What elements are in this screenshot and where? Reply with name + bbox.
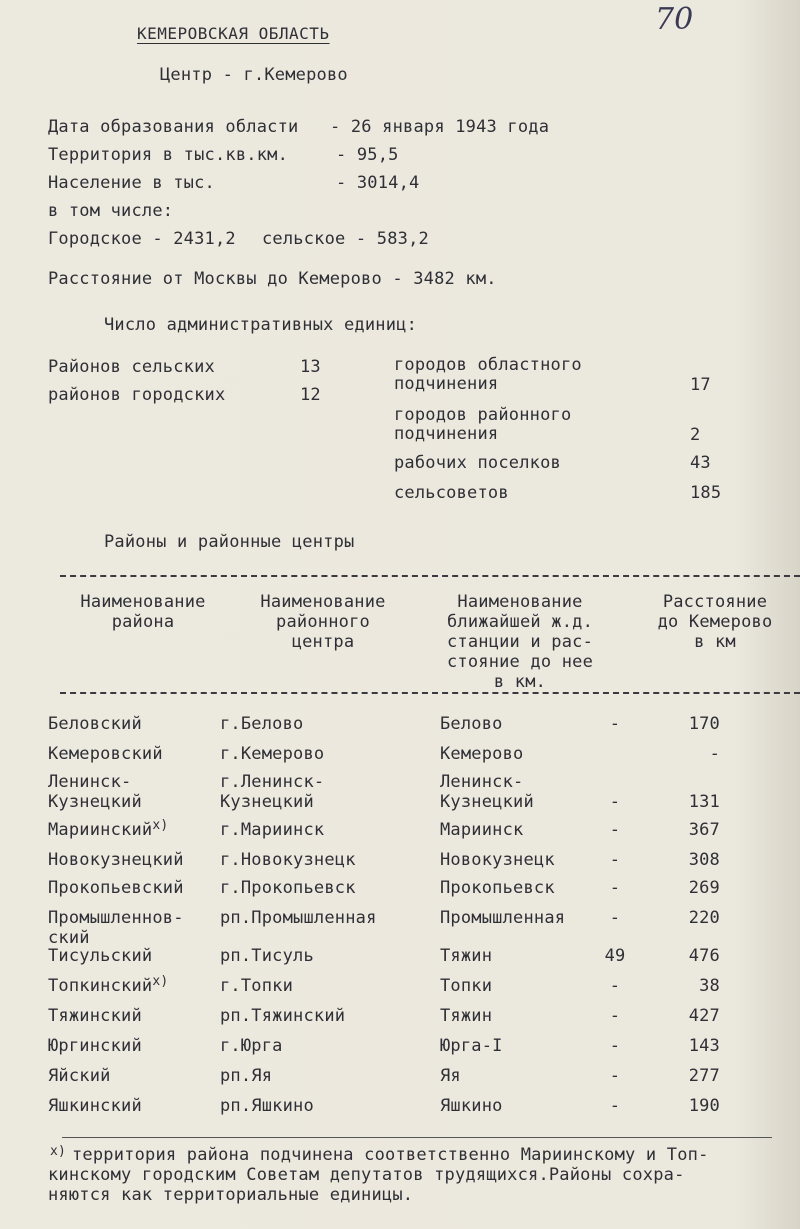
rural-districts-value: 13 [300,357,321,377]
row-station-distance: - [609,1036,621,1056]
row-kemerovo-distance: 269 [688,878,720,898]
row-district [48,976,168,998]
row-kemerovo-distance: 143 [688,1036,720,1056]
row-railway-station: Яя [440,1066,461,1086]
row-district-label: Юргинский [48,1036,142,1056]
row-railway-station: Тяжин [440,946,493,966]
table-header-rule [60,692,800,694]
row-district-center: рп.Яя [220,1066,273,1086]
population-label: Население в тыс. [48,173,215,193]
urban-districts-value: 12 [300,385,321,405]
row-station-distance: - [609,850,621,870]
row-railway-station: Мариинск [440,820,524,840]
row-district-center: г.Белово [220,714,304,734]
row-district-center: рп.Яшкино [220,1096,314,1116]
row-district-center: рп.Тисуль [220,946,314,966]
regional-cities-label: городов областного подчинения [394,355,582,394]
row-railway-station: Кемерово [440,744,524,764]
rural-population: сельское - 583,2 [262,229,429,249]
row-station-distance: - [609,1066,621,1086]
including-label: в том числе: [48,201,174,221]
village-councils-label: сельсоветов [394,483,509,503]
row-station-distance: 49 [604,946,626,966]
row-district-label: Тисульский [48,946,153,966]
population-value: - 3014,4 [336,173,420,193]
row-district-label: Яшкинский [48,1096,142,1116]
row-district-label: Прокопьевский [48,878,184,898]
row-railway-station: Новокузнецк [440,850,555,870]
row-kemerovo-distance: 131 [688,792,720,812]
row-railway-station: Белово [440,714,503,734]
worker-settlements-label: рабочих поселков [394,453,561,473]
row-kemerovo-distance: 170 [688,714,720,734]
row-district-center: г.Топки [220,976,294,996]
table-top-rule [60,575,800,577]
footnote-line-1: территория района подчинена соответственно Мариинскому и Топ- [72,1145,709,1165]
row-district-center: г.Кемерово [220,744,325,764]
row-kemerovo-distance: - [709,744,720,764]
row-kemerovo-distance: 38 [699,976,720,996]
row-kemerovo-distance: 427 [688,1006,720,1026]
rural-districts-label: Районов сельских [48,357,215,377]
row-railway-station: Яшкино [440,1096,503,1116]
row-district-label: Тяжинский [48,1006,142,1026]
footnote-rule [62,1137,772,1138]
row-district-center: г.Мариинск [220,820,325,840]
row-station-distance: - [609,820,621,840]
region-center: Центр - г.Кемерово [160,65,348,85]
row-district-label: Яйский [48,1066,111,1086]
row-district-label: Промышленнов- ский [48,908,184,948]
row-district-label: Мариинский [48,820,153,840]
table-heading: Районы и районные центры [104,532,355,552]
formation-value: - 26 января 1943 года [330,117,550,137]
row-railway-station: Прокопьевск [440,878,555,898]
row-district [48,946,152,966]
col-header-district: Наименование района [80,592,206,632]
moscow-distance: Расстояние от Москвы до Кемерово - 3482 км. [48,269,497,289]
row-district-label: Топкинский [48,976,153,996]
row-district [48,1066,111,1086]
footnote-line-3: няются как территориальные единицы. [48,1185,414,1205]
row-district-label: Кемеровский [48,744,163,764]
district-cities-value: 2 [690,425,701,445]
row-district [48,1036,142,1056]
col-header-kemerovo-distance: Расстояние до Кемерово в км [657,592,773,652]
row-district [48,772,142,812]
row-kemerovo-distance: 190 [688,1096,720,1116]
row-district-center: г.Ленинск- Кузнецкий [220,772,325,812]
row-district-label: Новокузнецкий [48,850,184,870]
district-cities-label: городов районного подчинения [394,405,572,444]
row-railway-station: Тяжин [440,1006,493,1026]
urban-districts-label: районов городских [48,385,226,405]
row-station-distance: - [609,908,621,928]
row-district-center: г.Юрга [220,1036,283,1056]
row-district [48,820,168,842]
region-title: КЕМЕРОВСКАЯ ОБЛАСТЬ [137,24,330,43]
row-station-distance: - [609,792,621,812]
row-station-distance: - [609,714,621,734]
row-district-center: г.Прокопьевск [220,878,356,898]
admin-units-heading: Число административных единиц: [104,315,418,335]
row-railway-station: Топки [440,976,493,996]
row-district [48,744,163,764]
page-number: 70 [655,2,694,37]
footnote-reference-mark: x) [152,974,169,989]
row-station-distance: - [609,1006,621,1026]
regional-cities-value: 17 [690,375,711,395]
territory-value: - 95,5 [336,145,399,165]
worker-settlements-value: 43 [690,453,711,473]
row-kemerovo-distance: 367 [688,820,720,840]
territory-label: Территория в тыс.кв.км. [48,145,289,165]
row-district-center: рп.Тяжинский [220,1006,346,1026]
row-district-center: г.Новокузнецк [220,850,356,870]
row-station-distance: - [609,976,621,996]
row-kemerovo-distance: 308 [688,850,720,870]
row-district [48,908,184,948]
row-station-distance: - [609,878,621,898]
row-station-distance: - [609,1096,621,1116]
row-railway-station: Юрга-I [440,1036,503,1056]
row-district-center: рп.Промышленная [220,908,377,928]
row-district [48,850,184,870]
village-councils-value: 185 [690,483,722,503]
row-district [48,714,142,734]
row-kemerovo-distance: 476 [688,946,720,966]
footnote-mark: x) [50,1144,67,1159]
row-district-label: Беловский [48,714,142,734]
row-railway-station: Ленинск- Кузнецкий [440,772,534,812]
col-header-center: Наименование районного центра [260,592,386,652]
row-kemerovo-distance: 277 [688,1066,720,1086]
formation-label: Дата образования области [48,117,299,137]
urban-population: Городское - 2431,2 [48,229,236,249]
col-header-station: Наименование ближайшей ж.д. станции и рас- стояние до нее в км. [446,592,594,692]
footnote-reference-mark: x) [152,818,169,833]
row-district [48,878,184,898]
row-kemerovo-distance: 220 [688,908,720,928]
footnote-line-2: кинскому городским Советам депутатов трудящихся.Районы сохра- [48,1165,685,1185]
row-district-label: Ленинск- Кузнецкий [48,772,142,812]
row-district [48,1006,142,1026]
row-district [48,1096,142,1116]
row-railway-station: Промышленная [440,908,566,928]
